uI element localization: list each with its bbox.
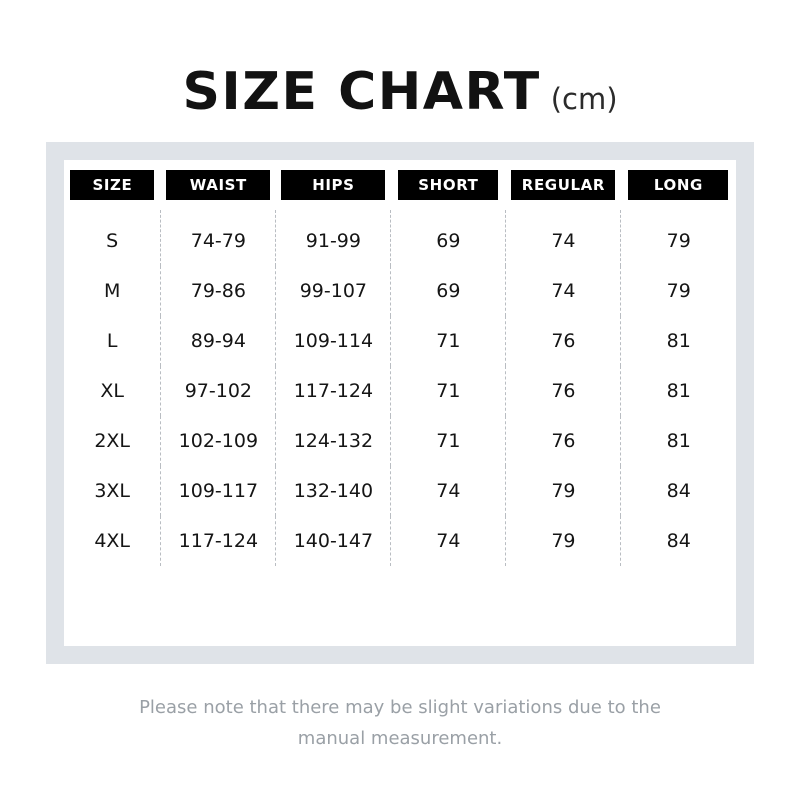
cell-short: 74	[391, 516, 506, 566]
cell-size: L	[64, 316, 161, 366]
cell-short: 71	[391, 416, 506, 466]
cell-hips: 91-99	[276, 210, 391, 266]
cell-hips: 99-107	[276, 266, 391, 316]
column-header-short	[391, 160, 506, 210]
page-title-unit: (cm)	[550, 82, 618, 116]
cell-waist: 97-102	[161, 366, 276, 416]
cell-long: 81	[666, 380, 691, 402]
cell-short: 71	[391, 316, 506, 366]
cell-size: S	[64, 210, 161, 266]
column-header-waist-label: WAIST	[166, 170, 270, 200]
cell-short: 69	[391, 266, 506, 316]
header-row	[64, 160, 736, 210]
page-title-main: SIZE CHART	[182, 62, 541, 122]
cell-hips: 109-114	[276, 316, 391, 366]
cell-long: 79	[666, 280, 691, 302]
measurement-note-line1: Please note that there may be slight variations due to the	[139, 697, 661, 718]
column-header-regular	[506, 160, 621, 210]
cell-long: 81	[666, 430, 691, 452]
table-row	[64, 266, 736, 316]
cell-regular: 76	[506, 366, 621, 416]
cell-hips: 124-132	[276, 416, 391, 466]
column-header-long	[621, 160, 736, 210]
table-row	[64, 466, 736, 516]
cell-waist: 74-79	[161, 210, 276, 266]
cell-size: M	[64, 266, 161, 316]
column-header-short-label: SHORT	[398, 170, 498, 200]
table-row	[64, 316, 736, 366]
column-header-waist	[161, 160, 276, 210]
cell-regular: 74	[506, 266, 621, 316]
cell-hips: 117-124	[276, 366, 391, 416]
cell-long: 84	[666, 480, 691, 502]
cell-long: 79	[666, 230, 691, 252]
table-row	[64, 210, 736, 266]
table-row	[64, 516, 736, 566]
cell-regular: 79	[506, 516, 621, 566]
cell-size: XL	[64, 366, 161, 416]
column-header-regular-label: REGULAR	[511, 170, 615, 200]
cell-hips: 132-140	[276, 466, 391, 516]
cell-regular: 79	[506, 466, 621, 516]
cell-waist: 109-117	[161, 466, 276, 516]
column-header-hips	[276, 160, 391, 210]
size-table-header	[64, 160, 736, 210]
cell-size: 4XL	[64, 516, 161, 566]
column-header-size-label: SIZE	[70, 170, 154, 200]
table-row	[64, 416, 736, 466]
column-header-hips-label: HIPS	[281, 170, 385, 200]
size-table-container	[64, 160, 736, 646]
cell-waist: 102-109	[161, 416, 276, 466]
cell-hips: 140-147	[276, 516, 391, 566]
table-row	[64, 366, 736, 416]
cell-long: 84	[666, 530, 691, 552]
cell-short: 74	[391, 466, 506, 516]
cell-regular: 76	[506, 416, 621, 466]
cell-regular: 76	[506, 316, 621, 366]
measurement-note-line2: manual measurement.	[297, 728, 503, 749]
cell-waist: 89-94	[161, 316, 276, 366]
measurement-note	[0, 692, 800, 754]
cell-regular: 74	[506, 210, 621, 266]
column-header-size	[64, 160, 161, 210]
cell-waist: 79-86	[161, 266, 276, 316]
page-title	[0, 62, 800, 122]
cell-short: 71	[391, 366, 506, 416]
cell-waist: 117-124	[161, 516, 276, 566]
cell-long: 81	[666, 330, 691, 352]
cell-size: 3XL	[64, 466, 161, 516]
cell-short: 69	[391, 210, 506, 266]
size-table-body	[64, 210, 736, 566]
size-table	[64, 160, 736, 566]
cell-size: 2XL	[64, 416, 161, 466]
column-header-long-label: LONG	[628, 170, 728, 200]
